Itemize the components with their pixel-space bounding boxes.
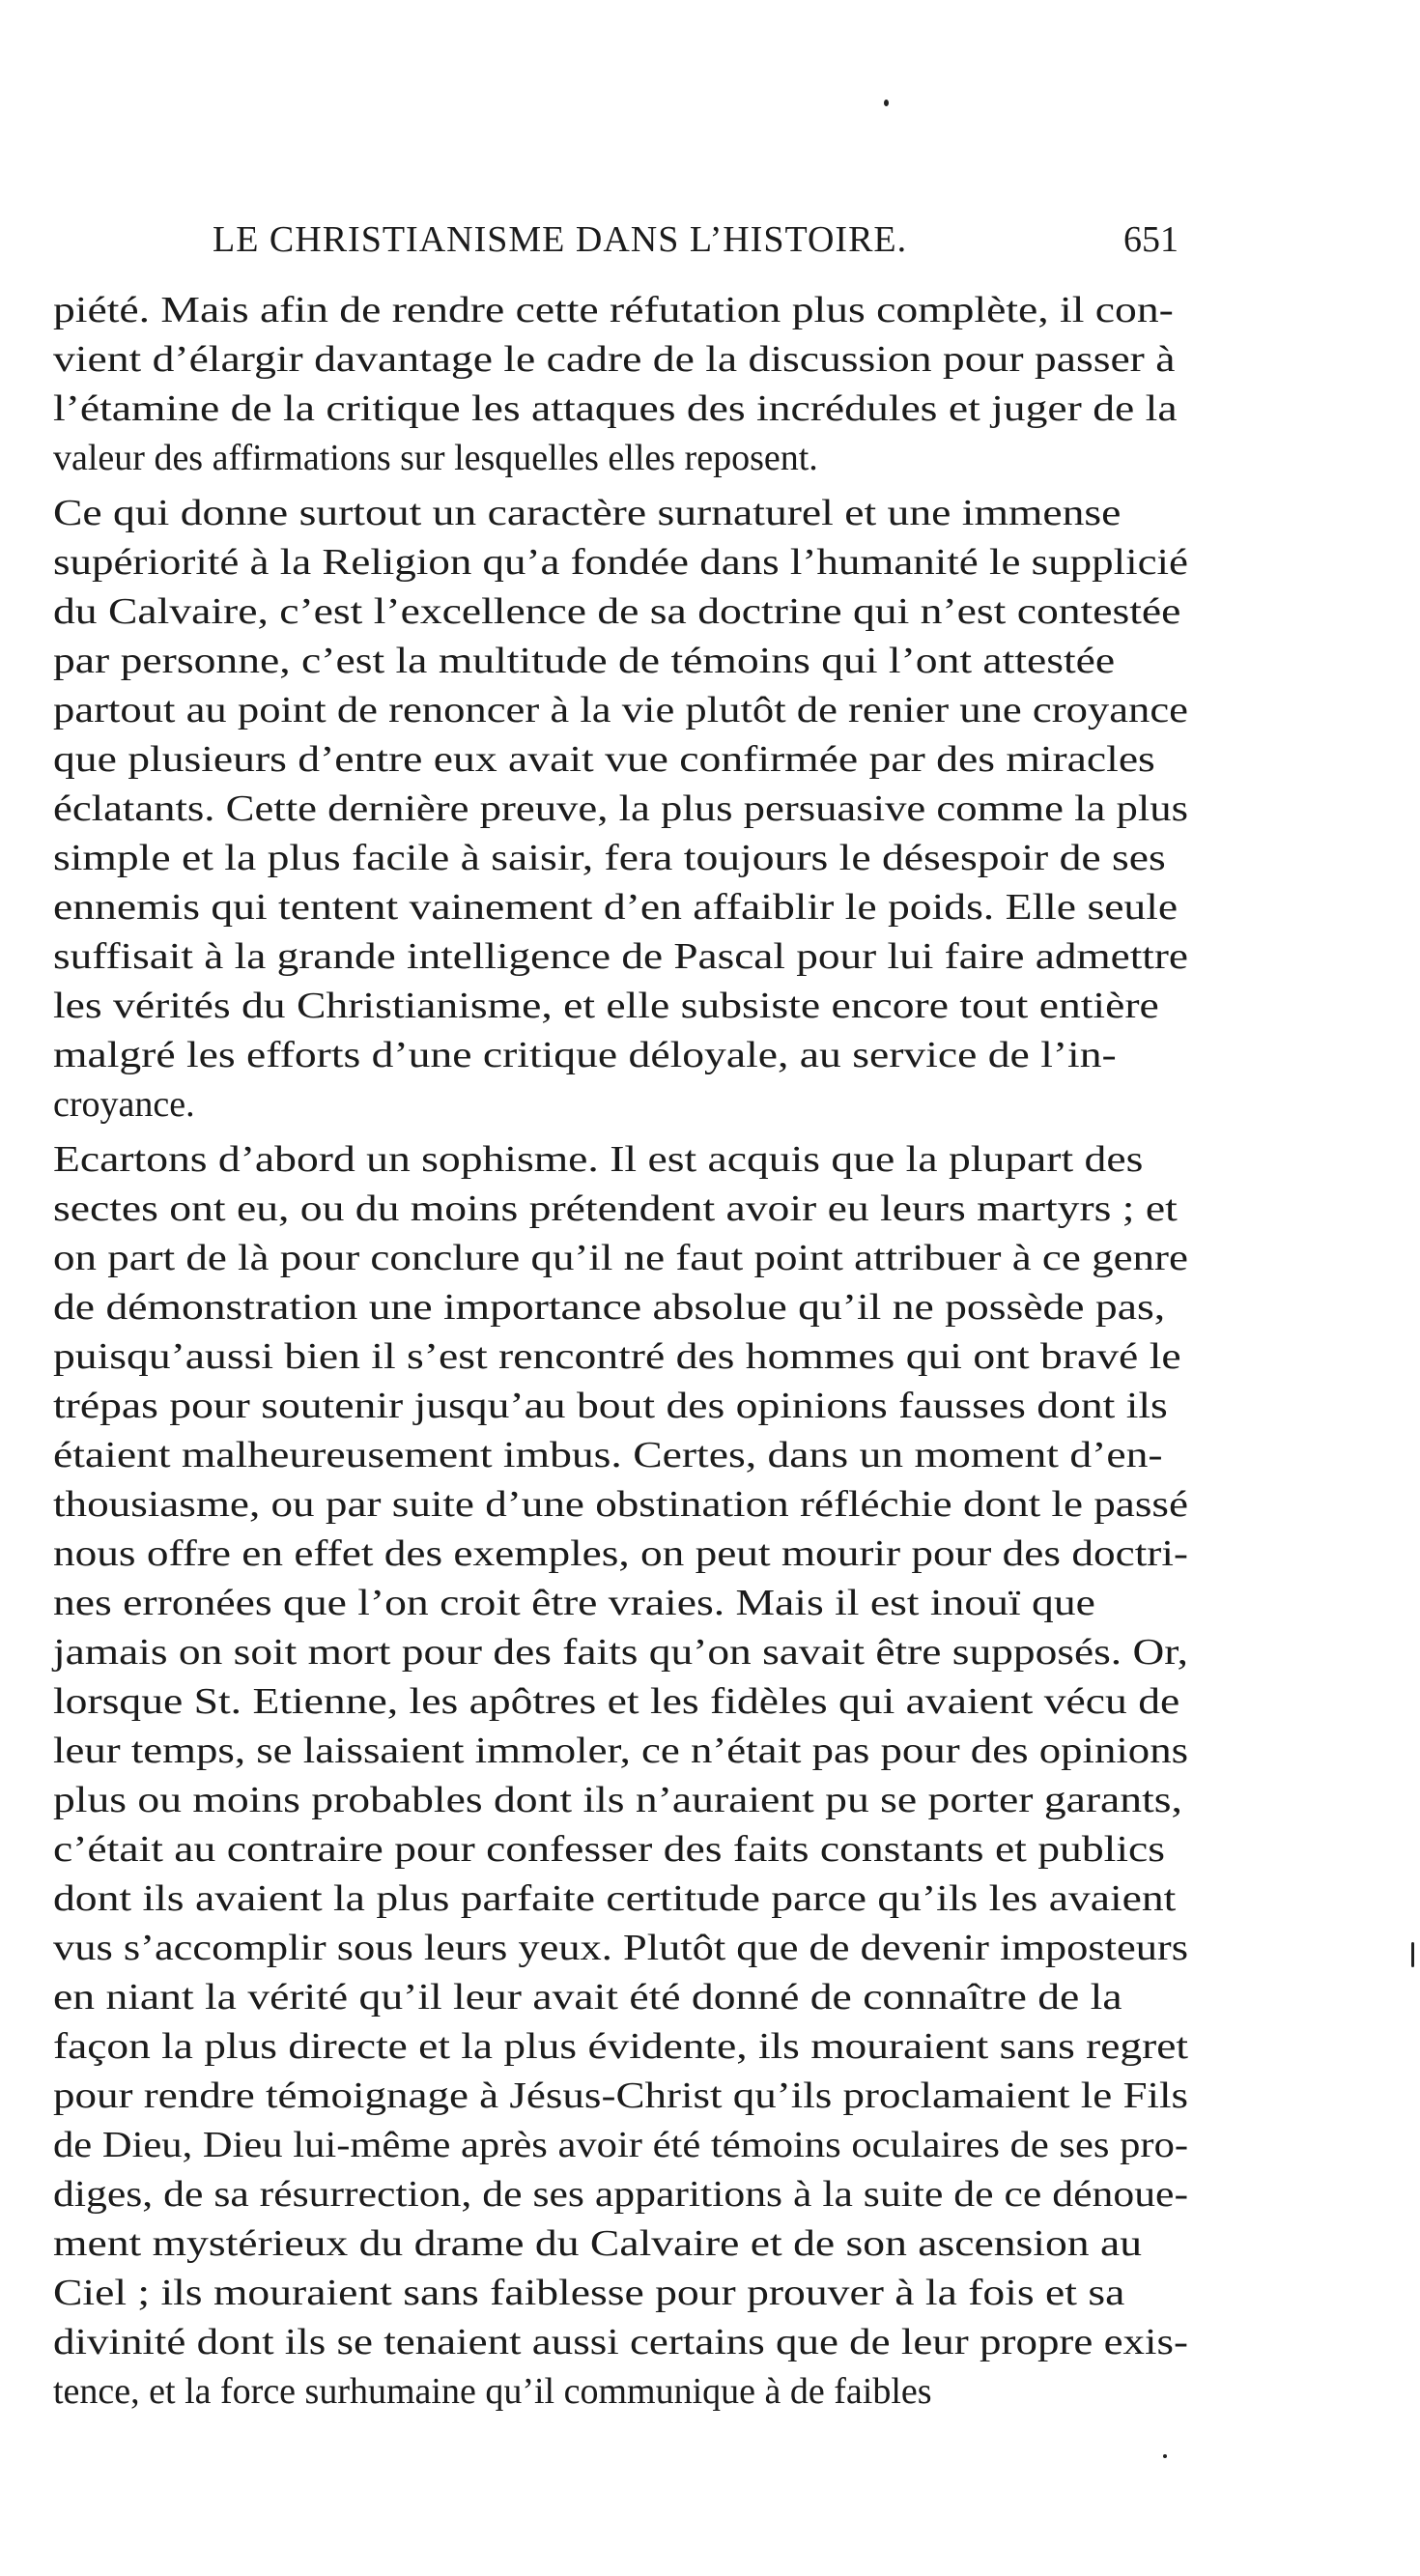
text-line-content: ment mystérieux du drame du Calvaire et de son ascension au (53, 2223, 1143, 2264)
text-line (53, 1727, 1193, 1776)
text-line (53, 1677, 1193, 1727)
text-line-content: éclatants. Cette dernière preuve, la plus persuasive comme la plus (53, 788, 1189, 829)
text-line (53, 1080, 1193, 1130)
text-line-content: sectes ont eu, ou du moins prétendent avoir eu leurs martyrs ; et (53, 1188, 1178, 1229)
scan-speck (1163, 2454, 1167, 2458)
text-line (53, 932, 1193, 982)
text-line-content: pour rendre témoignage à Jésus-Christ qu’ils proclamaient le Fils (53, 2075, 1189, 2116)
running-title: LE CHRISTIANISME DANS L’HISTOIRE. (213, 219, 908, 260)
text-line-content: ennemis qui tentent vainement d’en affaiblir le poids. Elle seule (53, 887, 1179, 928)
text-line-content: nes erronées que l’on croit être vraies. Mais il est inouï que (53, 1583, 1095, 1623)
text-line-content: croyance. (53, 1084, 195, 1125)
text-line-content: vient d’élargir davantage le cadre de la discussion pour passer à (53, 339, 1176, 380)
text-line-content: tence, et la force surhumaine qu’il communique à de faibles (53, 2371, 932, 2412)
text-line (53, 385, 1193, 434)
text-line (53, 1875, 1193, 1924)
text-line-content: plus ou moins probables dont ils n’auraient pu se porter garants, (53, 1780, 1182, 1820)
text-line (53, 1135, 1193, 1185)
text-line (53, 1480, 1193, 1530)
text-line-content: vus s’accomplir sous leurs yeux. Plutôt que de devenir imposteurs (53, 1928, 1189, 1968)
text-line (53, 2318, 1193, 2367)
text-line (53, 335, 1193, 385)
text-line-content: trépas pour soutenir jusqu’au bout des opinions fausses dont ils (53, 1386, 1168, 1426)
text-line (53, 1234, 1193, 1283)
paragraph (53, 489, 1193, 1130)
text-line (53, 1924, 1193, 1973)
text-line (53, 434, 1193, 483)
text-line (53, 735, 1193, 785)
text-line (53, 2170, 1193, 2219)
text-line-content: diges, de sa résurrection, de ses apparitions à la suite de ce dénoue- (53, 2174, 1189, 2215)
text-line (53, 982, 1193, 1031)
text-line (53, 1776, 1193, 1825)
text-line-content: piété. Mais afin de rendre cette réfutation plus complète, il con- (53, 290, 1174, 330)
text-line (53, 1185, 1193, 1234)
text-line-content: valeur des affirmations sur lesquelles elles reposent. (53, 438, 818, 478)
text-line (53, 286, 1193, 335)
text-line (53, 1579, 1193, 1628)
text-line-content: jamais on soit mort pour des faits qu’on savait être supposés. Or, (53, 1632, 1188, 1673)
text-line (53, 785, 1193, 834)
text-line-content: l’étamine de la critique les attaques des incrédules et juger de la (53, 388, 1178, 429)
text-line-content: Ecartons d’abord un sophisme. Il est acquis que la plupart des (53, 1139, 1144, 1180)
text-line (53, 2219, 1193, 2269)
text-line (53, 2072, 1193, 2121)
text-line (53, 1382, 1193, 1431)
text-line (53, 1332, 1193, 1382)
paragraph (53, 1135, 1193, 2417)
text-line-content: malgré les efforts d’une critique déloyale, au service de l’in- (53, 1035, 1117, 1075)
text-line (53, 1283, 1193, 1332)
text-line (53, 2022, 1193, 2072)
text-line-content: Ce qui donne surtout un caractère surnaturel et une immense (53, 493, 1122, 533)
text-line-content: nous offre en effet des exemples, on peut mourir pour des doctri- (53, 1533, 1188, 1574)
text-line (53, 587, 1193, 637)
text-line-content: de Dieu, Dieu lui-même après avoir été témoins oculaires de ses pro- (53, 2125, 1189, 2165)
text-line (53, 883, 1193, 932)
text-line (53, 1031, 1193, 1080)
text-line-content: leur temps, se laissaient immoler, ce n’était pas pour des opinions (53, 1731, 1189, 1771)
text-line-content: en niant la vérité qu’il leur avait été donné de connaître de la (53, 1977, 1122, 2018)
body-text (53, 286, 1193, 2417)
text-line (53, 834, 1193, 883)
page-number: 651 (1123, 219, 1179, 260)
text-line (53, 489, 1193, 538)
text-line-content: divinité dont ils se tenaient aussi certains que de leur propre exis- (53, 2322, 1189, 2362)
text-line (53, 2269, 1193, 2318)
text-line-content: lorsque St. Etienne, les apôtres et les fidèles qui avaient vécu de (53, 1681, 1180, 1722)
text-line-content: on part de là pour conclure qu’il ne faut point attribuer à ce genre (53, 1238, 1188, 1278)
text-line-content: simple et la plus facile à saisir, fera toujours le désespoir de ses (53, 838, 1166, 878)
text-line-content: par personne, c’est la multitude de témoins qui l’ont attestée (53, 641, 1116, 681)
text-line-content: étaient malheureusement imbus. Certes, dans un moment d’en- (53, 1435, 1163, 1475)
text-line (53, 1973, 1193, 2022)
text-line-content: que plusieurs d’entre eux avait vue confirmée par des miracles (53, 739, 1155, 780)
text-line-content: thousiasme, ou par suite d’une obstination réfléchie dont le passé (53, 1484, 1188, 1525)
scan-speck (1411, 1942, 1414, 1967)
text-line-content: c’était au contraire pour confesser des faits constants et publics (53, 1829, 1165, 1870)
text-line-content: dont ils avaient la plus parfaite certitude parce qu’ils les avaient (53, 1878, 1177, 1919)
text-line-content: façon la plus directe et la plus évidente, ils mouraient sans regret (53, 2026, 1189, 2067)
text-line-content: partout au point de renoncer à la vie plutôt de renier une croyance (53, 690, 1188, 730)
paragraph (53, 286, 1193, 483)
text-line-content: Ciel ; ils mouraient sans faiblesse pour prouver à la fois et sa (53, 2273, 1125, 2313)
text-line (53, 637, 1193, 686)
text-line-content: de démonstration une importance absolue qu’il ne possède pas, (53, 1287, 1166, 1328)
text-line (53, 538, 1193, 587)
text-line-content: supériorité à la Religion qu’a fondée dans l’humanité le supplicié (53, 542, 1188, 583)
text-line (53, 1628, 1193, 1677)
text-line (53, 1431, 1193, 1480)
scan-speck (884, 100, 889, 106)
page-header (213, 218, 1179, 276)
text-line-content: les vérités du Christianisme, et elle subsiste encore tout entière (53, 986, 1159, 1026)
text-line (53, 2121, 1193, 2170)
text-line (53, 1825, 1193, 1875)
text-line (53, 1530, 1193, 1579)
text-line-content: puisqu’aussi bien il s’est rencontré des hommes qui ont bravé le (53, 1336, 1181, 1377)
text-line (53, 686, 1193, 735)
text-line (53, 2367, 1193, 2417)
text-line-content: suffisait à la grande intelligence de Pascal pour lui faire admettre (53, 936, 1189, 977)
text-line-content: du Calvaire, c’est l’excellence de sa doctrine qui n’est contestée (53, 591, 1181, 632)
